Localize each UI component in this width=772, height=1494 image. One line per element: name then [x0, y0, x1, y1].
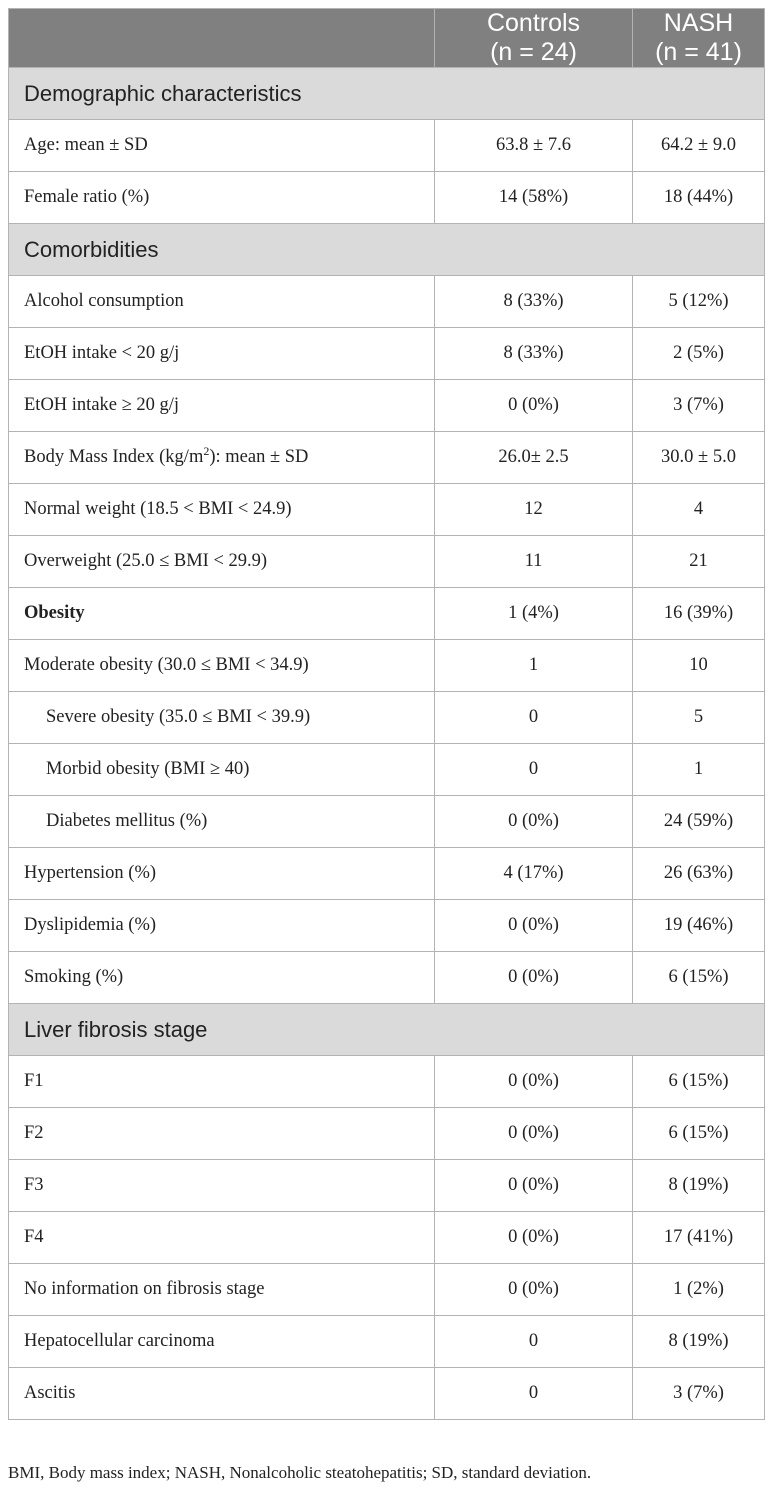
nash-value: 6 (15%): [633, 1056, 765, 1108]
row-label: Moderate obesity (30.0 ≤ BMI < 34.9): [9, 640, 435, 692]
section-row: [9, 224, 765, 276]
nash-value: 6 (15%): [633, 952, 765, 1004]
row-label-indented: Morbid obesity (BMI ≥ 40): [9, 744, 435, 796]
nash-value: 6 (15%): [633, 1108, 765, 1160]
controls-value: 8 (33%): [435, 276, 633, 328]
row-label: Hepatocellular carcinoma: [9, 1316, 435, 1368]
controls-value: 0 (0%): [435, 952, 633, 1004]
header-nash: [633, 9, 765, 68]
nash-value: 4: [633, 484, 765, 536]
controls-value: 4 (17%): [435, 848, 633, 900]
table-row: [9, 1368, 765, 1420]
controls-value: 0 (0%): [435, 1056, 633, 1108]
nash-value: 19 (46%): [633, 900, 765, 952]
controls-value: 0 (0%): [435, 900, 633, 952]
section-fibrosis: Liver fibrosis stage: [9, 1004, 765, 1056]
nash-value: 8 (19%): [633, 1316, 765, 1368]
table-row: [9, 1160, 765, 1212]
row-label: F1: [9, 1056, 435, 1108]
row-label: Female ratio (%): [9, 172, 435, 224]
header-controls-title: Controls: [486, 9, 581, 37]
table-row: [9, 640, 765, 692]
nash-value: 18 (44%): [633, 172, 765, 224]
header-row: [9, 9, 765, 68]
nash-value: 64.2 ± 9.0: [633, 120, 765, 172]
row-label: Age: mean ± SD: [9, 120, 435, 172]
nash-value: 30.0 ± 5.0: [633, 432, 765, 484]
table-row: [9, 692, 765, 744]
bmi-label-end: ): mean ± SD: [209, 447, 309, 467]
nash-value: 10: [633, 640, 765, 692]
table-row: [9, 1056, 765, 1108]
nash-value: 3 (7%): [633, 380, 765, 432]
table-row: [9, 744, 765, 796]
row-label: F3: [9, 1160, 435, 1212]
row-label: F2: [9, 1108, 435, 1160]
row-label-bmi: [9, 432, 435, 484]
nash-value: 21: [633, 536, 765, 588]
controls-value: 0 (0%): [435, 1160, 633, 1212]
nash-value: 1 (2%): [633, 1264, 765, 1316]
row-label: Overweight (25.0 ≤ BMI < 29.9): [9, 536, 435, 588]
characteristics-table: [8, 8, 765, 1420]
controls-value: 26.0± 2.5: [435, 432, 633, 484]
row-label-obesity: Obesity: [9, 588, 435, 640]
table-row: [9, 848, 765, 900]
controls-value: 0: [435, 1316, 633, 1368]
table-row: [9, 536, 765, 588]
section-demographic: Demographic characteristics: [9, 68, 765, 120]
table-row: [9, 1108, 765, 1160]
row-label: Alcohol consumption: [9, 276, 435, 328]
table-row: [9, 796, 765, 848]
nash-value: 5: [633, 692, 765, 744]
nash-value: 17 (41%): [633, 1212, 765, 1264]
bmi-label-start: Body Mass Index (kg/m: [24, 447, 204, 467]
table-footnote: BMI, Body mass index; NASH, Nonalcoholic steatohepatitis; SD, standard deviation.: [8, 1463, 592, 1482]
row-label: EtOH intake < 20 g/j: [9, 328, 435, 380]
controls-value: 1: [435, 640, 633, 692]
table-row: [9, 328, 765, 380]
table-row: [9, 432, 765, 484]
row-label: EtOH intake ≥ 20 g/j: [9, 380, 435, 432]
table-row: [9, 380, 765, 432]
controls-value: 0: [435, 692, 633, 744]
row-label: No information on fibrosis stage: [9, 1264, 435, 1316]
controls-value: 0 (0%): [435, 1108, 633, 1160]
table-row: [9, 120, 765, 172]
header-controls: [435, 9, 633, 68]
section-row: [9, 1004, 765, 1056]
row-label-indented: Severe obesity (35.0 ≤ BMI < 39.9): [9, 692, 435, 744]
table-row: [9, 952, 765, 1004]
row-label: Hypertension (%): [9, 848, 435, 900]
controls-value: 0 (0%): [435, 1212, 633, 1264]
row-label: Normal weight (18.5 < BMI < 24.9): [9, 484, 435, 536]
controls-value: 0: [435, 744, 633, 796]
section-comorbidities: Comorbidities: [9, 224, 765, 276]
header-nash-title: NASH: [663, 9, 734, 37]
row-label-indented: Diabetes mellitus (%): [9, 796, 435, 848]
nash-value: 1: [633, 744, 765, 796]
controls-value: 11: [435, 536, 633, 588]
table-row: [9, 484, 765, 536]
controls-value: 1 (4%): [435, 588, 633, 640]
controls-value: 0 (0%): [435, 796, 633, 848]
header-controls-n: (n = 24): [490, 38, 577, 66]
header-nash-n: (n = 41): [655, 38, 742, 66]
table-row: [9, 1212, 765, 1264]
nash-value: 24 (59%): [633, 796, 765, 848]
row-label: Smoking (%): [9, 952, 435, 1004]
controls-value: 14 (58%): [435, 172, 633, 224]
table-row: [9, 1316, 765, 1368]
table-row: [9, 588, 765, 640]
nash-value: 3 (7%): [633, 1368, 765, 1420]
section-row: [9, 68, 765, 120]
row-label: F4: [9, 1212, 435, 1264]
nash-value: 2 (5%): [633, 328, 765, 380]
row-label: Dyslipidemia (%): [9, 900, 435, 952]
nash-value: 16 (39%): [633, 588, 765, 640]
table-row: [9, 276, 765, 328]
controls-value: 63.8 ± 7.6: [435, 120, 633, 172]
controls-value: 8 (33%): [435, 328, 633, 380]
nash-value: 8 (19%): [633, 1160, 765, 1212]
controls-value: 0 (0%): [435, 380, 633, 432]
table-row: [9, 172, 765, 224]
header-empty-cell: [9, 9, 435, 68]
table-row: [9, 900, 765, 952]
controls-value: 0 (0%): [435, 1264, 633, 1316]
bmi-label-superscript: 2: [203, 443, 210, 458]
table-row: [9, 1264, 765, 1316]
nash-value: 26 (63%): [633, 848, 765, 900]
controls-value: 12: [435, 484, 633, 536]
nash-value: 5 (12%): [633, 276, 765, 328]
controls-value: 0: [435, 1368, 633, 1420]
row-label: Ascitis: [9, 1368, 435, 1420]
